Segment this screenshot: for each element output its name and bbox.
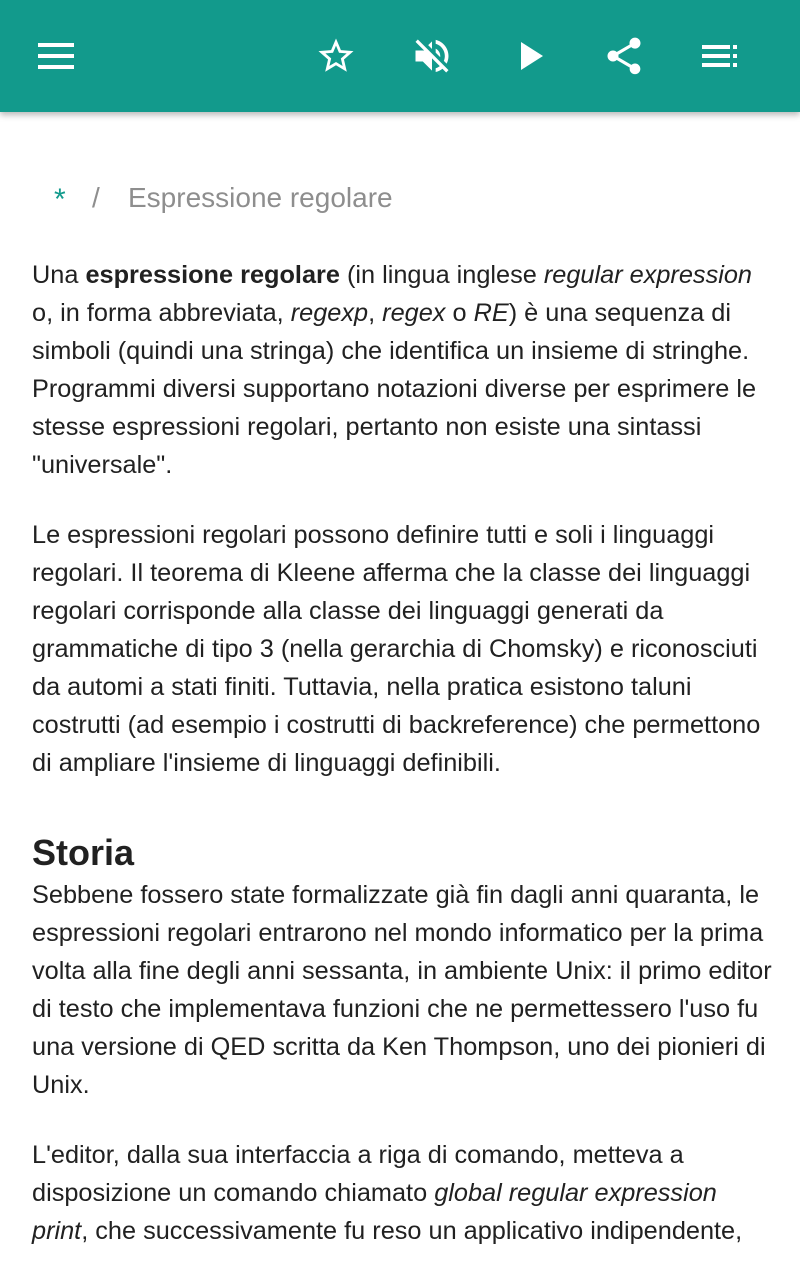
play-button[interactable]: [498, 24, 562, 88]
text-run: Una: [32, 261, 86, 289]
term-regexp: regexp: [290, 299, 369, 327]
playlist-icon: [700, 36, 740, 76]
text-run: L'editor, dalla sua interfaccia a riga di comando, metteva a disposizione un comando chiamato: [32, 1141, 684, 1207]
table-of-contents-button[interactable]: [688, 24, 752, 88]
text-run: ,: [368, 299, 383, 327]
breadcrumb-home-link[interactable]: *: [54, 183, 66, 216]
volume-off-icon: [410, 34, 454, 78]
favorite-button[interactable]: [304, 24, 368, 88]
section-heading-storia: Storia: [32, 832, 135, 873]
share-button[interactable]: [592, 24, 656, 88]
menu-button[interactable]: [24, 24, 88, 88]
text-run: (in lingua inglese: [339, 261, 544, 289]
share-icon: [602, 34, 646, 78]
term-bold: espressione regolare: [85, 261, 340, 289]
text-run: o, in forma abbreviata,: [32, 299, 291, 327]
term-gre: global regular expression print: [32, 1179, 717, 1245]
star-outline-icon: [315, 35, 357, 77]
mute-button[interactable]: [400, 24, 464, 88]
article-paragraph-intro: [32, 256, 772, 484]
text-run: , che successivamente fu reso un applicativo indipendente,: [81, 1217, 743, 1245]
term-english: regular expression: [543, 261, 752, 289]
article-paragraph-kleene: Le espressioni regolari possono definire tutti e soli i linguaggi regolari. Il teorema di Kleene afferma che la classe dei linguaggi regolari corrisponde alla classe dei linguaggi generati da grammatiche di tipo 3 (nella gerarchia di Chomsky) e riconosciuti da automi a stati finiti. Tuttavia, nella pratica esistono taluni costrutti (ad esempio i costrutti di backreference) che permettono di ampliare l'insieme di linguaggi definibili.: [32, 521, 761, 777]
breadcrumb-current-page: Espressione regolare: [128, 182, 393, 213]
breadcrumb: [0, 176, 800, 220]
article-paragraph-history: Sebbene fossero state formalizzate già fin dagli anni quaranta, le espressioni regolari entrarono nel mondo informatico per la prima volta alla fine degli anni sessanta, in ambiente Unix: il primo editor di testo che implementava funzioni che ne permettessero l'uso fu una versione di QED scritta da Ken Thompson, uno dei pionieri di Unix.: [32, 881, 772, 1099]
article-paragraph-editor: [32, 1136, 772, 1250]
menu-icon: [36, 36, 76, 76]
app-toolbar: [0, 0, 800, 112]
text-run: o: [445, 299, 474, 327]
term-re: RE: [473, 299, 509, 327]
breadcrumb-separator: /: [92, 182, 100, 213]
article-body: [32, 256, 772, 1282]
text-run: ) è una sequenza di simboli (quindi una stringa) che identifica un insieme di stringhe. Programmi diversi supportano notazioni diverse per esprimere le stesse espressioni regolari, pertanto non esiste una sintassi "universale".: [32, 299, 757, 479]
play-icon: [510, 36, 550, 76]
term-regex: regex: [382, 299, 446, 327]
